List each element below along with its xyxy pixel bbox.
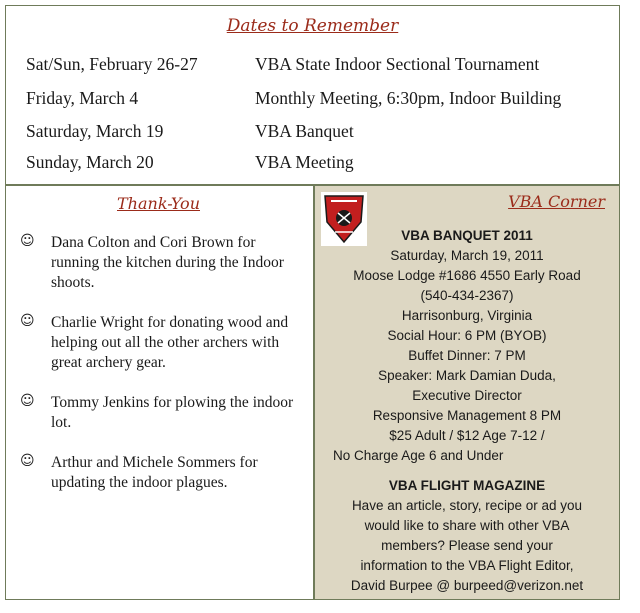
date-when: Sunday, March 20 [26,152,154,172]
smiley-face-icon: ☺ [20,453,35,469]
magazine-block [315,476,619,596]
date-when: Friday, March 4 [26,88,139,108]
date-event: VBA Meeting [255,152,354,172]
vba-corner-title: VBA Corner [508,192,605,211]
magazine-line: members? Please send your [381,538,553,553]
smiley-face-icon: ☺ [20,393,35,409]
magazine-line: would like to share with other VBA [364,518,570,533]
magazine-line: Have an article, story, recipe or ad you [351,498,583,513]
banquet-line: Harrisonburg, Virginia [401,308,533,323]
dates-section-title: Dates to Remember [226,16,399,36]
banquet-line: Social Hour: 6 PM (BYOB) [387,328,547,343]
banquet-heading: VBA BANQUET 2011 [401,228,533,243]
thank-you-text: Dana Colton and Cori Brown for running the kitchen during the Indoor shoots. [51,234,284,291]
banquet-line: Responsive Management 8 PM [372,408,562,423]
dates-to-remember-section [6,6,619,186]
thank-you-text: Tommy Jenkins for plowing the indoor lot. [51,394,294,431]
magazine-heading: VBA FLIGHT MAGAZINE [388,478,546,493]
smiley-face-icon: ☺ [20,233,35,249]
date-event: Monthly Meeting, 6:30pm, Indoor Building [255,88,562,108]
date-event: VBA State Indoor Sectional Tournament [255,54,540,74]
thank-you-section [6,186,311,599]
thank-you-title: Thank-You [117,194,200,213]
newsletter-panel [5,5,620,600]
banquet-line: Saturday, March 19, 2011 [390,248,544,263]
date-when: Sat/Sun, February 26-27 [26,54,198,74]
banquet-line: Executive Director [412,388,522,403]
banquet-line: No Charge Age 6 and Under [333,448,504,463]
smiley-face-icon: ☺ [20,313,35,329]
magazine-line: David Burpee @ burpeed@verizon.net [350,578,584,593]
banquet-line: Speaker: Mark Damian Duda, [378,368,556,383]
banquet-line: Buffet Dinner: 7 PM [408,348,526,363]
magazine-line: information to the VBA Flight Editor, [360,558,574,573]
vba-corner-section [313,186,619,599]
date-event: VBA Banquet [255,121,354,141]
banquet-line: Moose Lodge #1686 4550 Early Road [353,268,581,283]
banquet-line: (540-434-2367) [420,288,514,303]
thank-you-text: Charlie Wright for donating wood and helping out all the other archers with great archery gear. [51,314,289,371]
thank-you-text: Arthur and Michele Sommers for updating the indoor plagues. [51,454,258,491]
date-when: Saturday, March 19 [26,121,164,141]
banquet-block [315,226,619,466]
banquet-line: $25 Adult / $12 Age 7-12 / [389,428,545,443]
